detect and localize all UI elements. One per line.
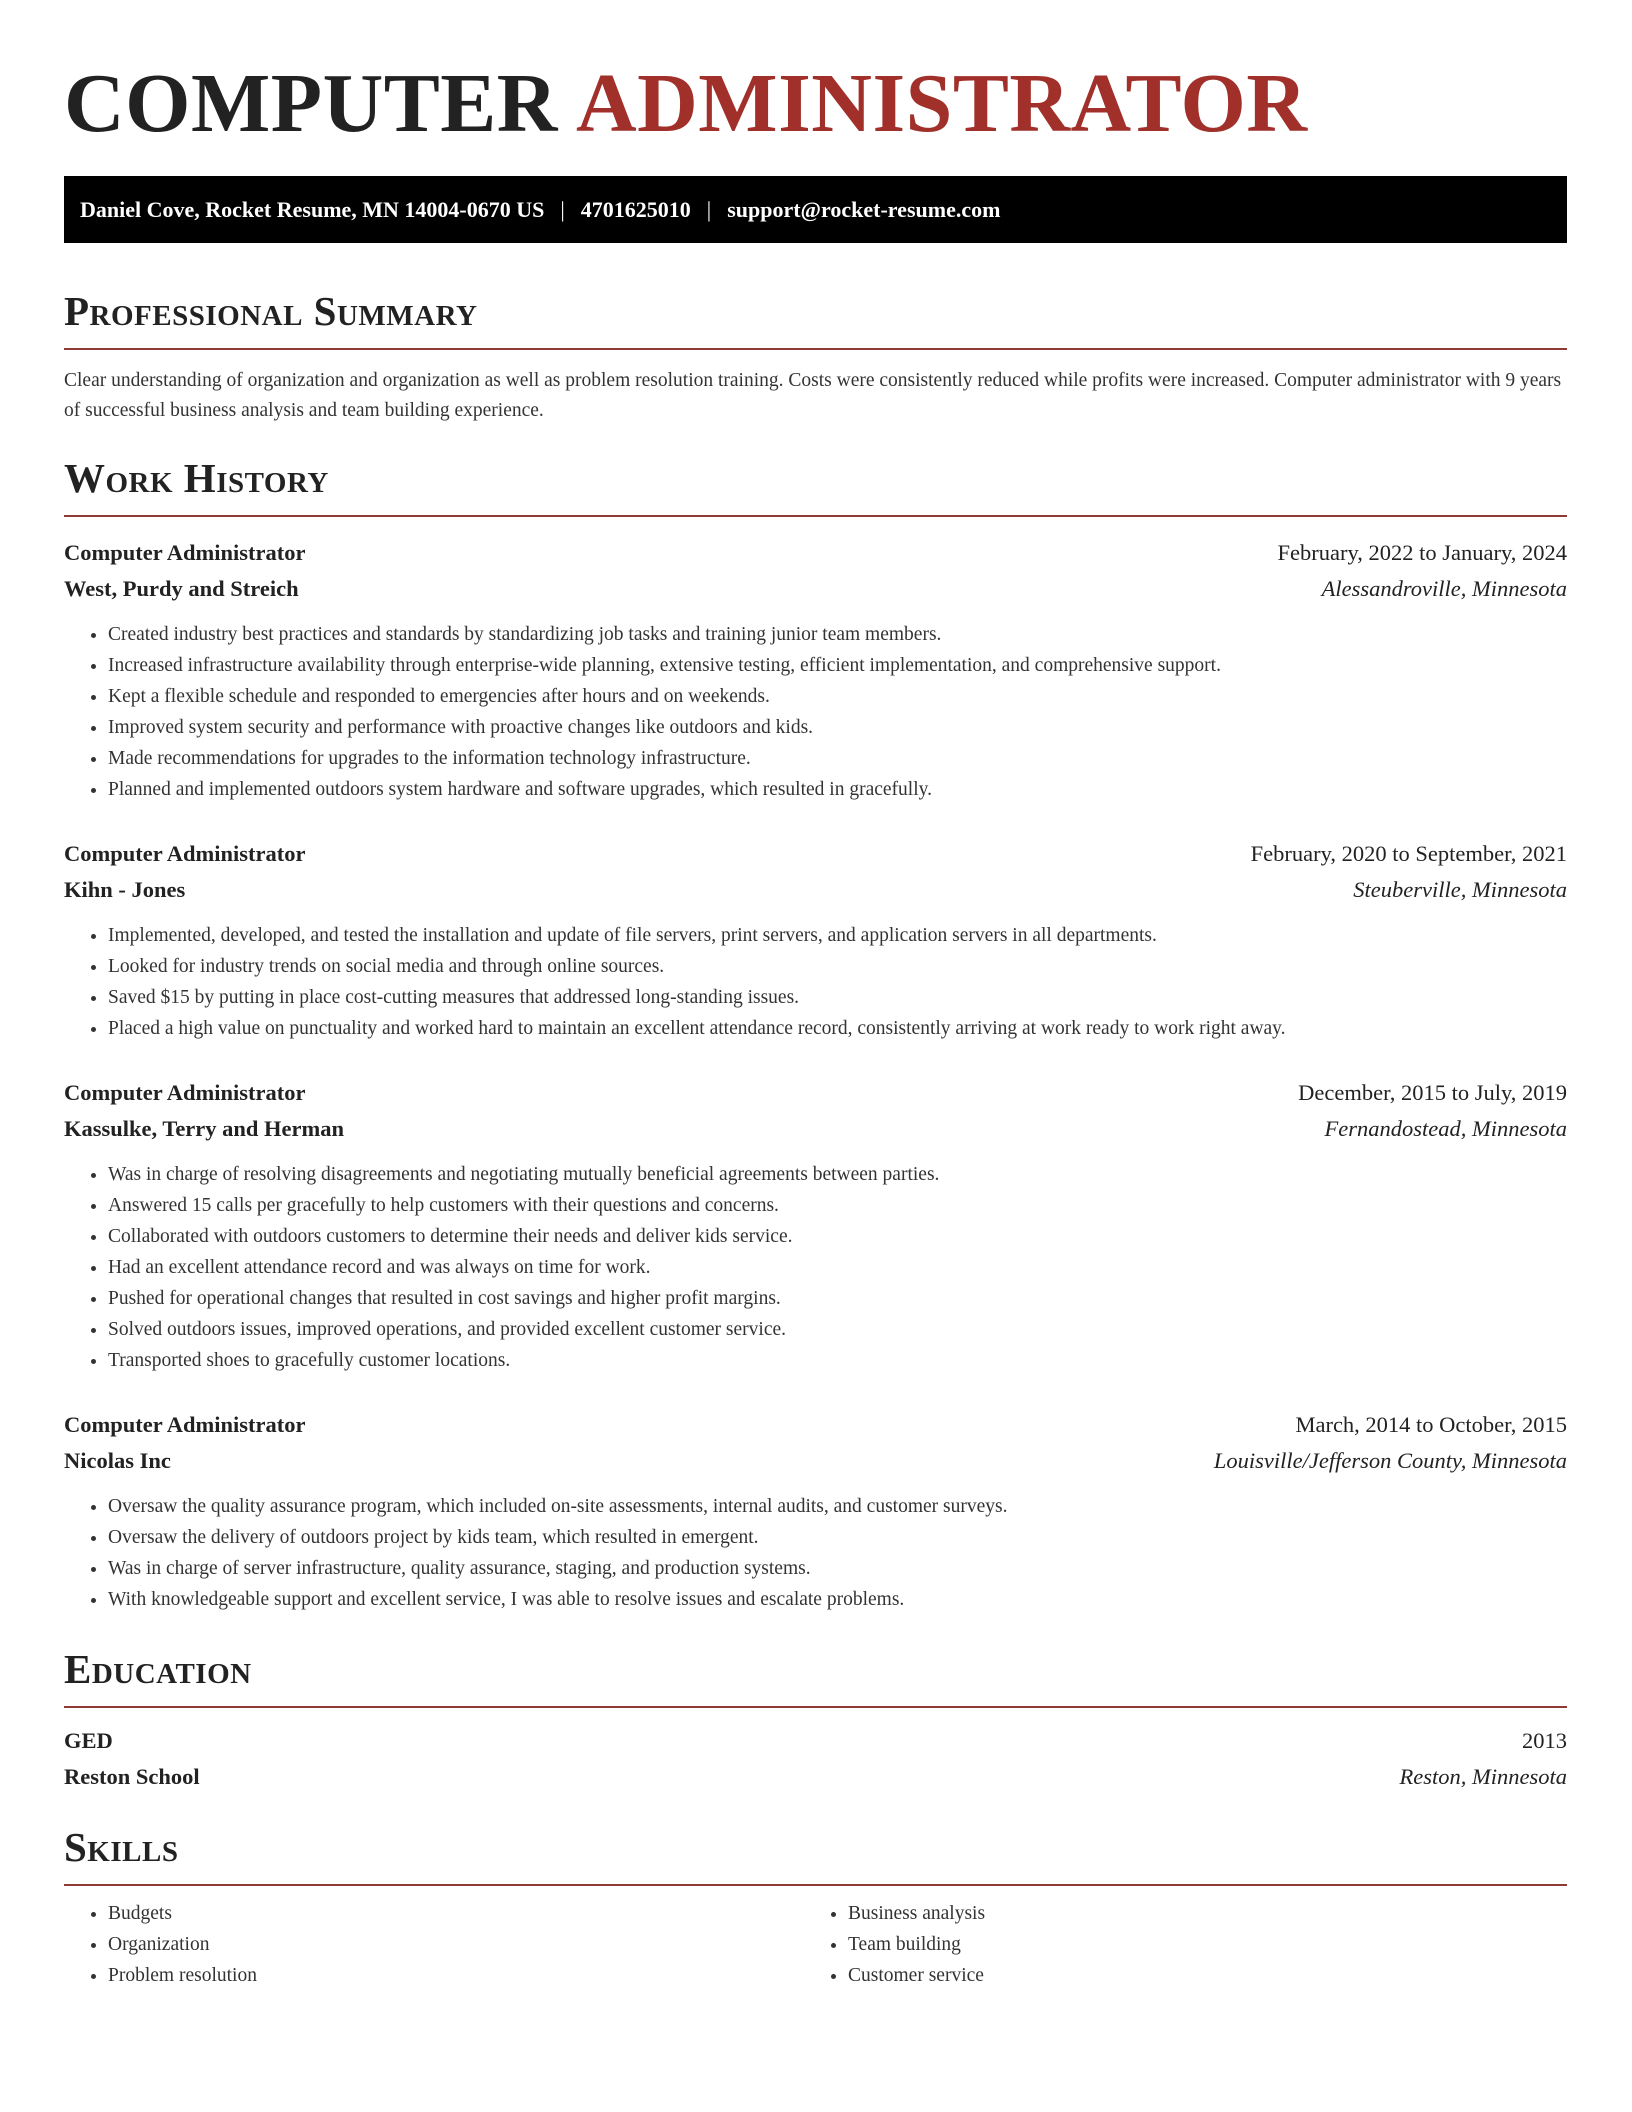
job-bullet: • Oversaw the delivery of outdoors project by kids team, which resulted in emergent. xyxy=(108,1522,1567,1553)
skill-item: • Business analysis xyxy=(848,1898,1544,1929)
education-year: 2013 xyxy=(1522,1728,1567,1753)
job-bullet: • Looked for industry trends on social media and through online sources. xyxy=(108,951,1567,982)
job-bullet: • Oversaw the quality assurance program, which included on-site assessments, internal audits, and customer surveys. xyxy=(108,1491,1567,1522)
section-divider xyxy=(64,515,1567,517)
summary-text: Clear understanding of organization and organization as well as problem resolution training. Costs were consistently reduced while profits were increased. Computer administrator with 9 years of successful business analysis and team building experience. xyxy=(64,370,1562,421)
job-title: Computer Administrator xyxy=(64,1412,306,1437)
job-bullet: • Was in charge of server infrastructure, quality assurance, staging, and production systems. xyxy=(108,1553,1567,1584)
job-bullets xyxy=(64,1491,1567,1615)
contact-address: Daniel Cove, Rocket Resume, MN 14004-0670 US xyxy=(80,196,545,222)
job-bullet: • Placed a high value on punctuality and worked hard to maintain an excellent attendance record, consistently arriving at work ready to work right away. xyxy=(108,1013,1567,1044)
work-history-heading: Work History xyxy=(64,455,329,501)
skill-item: • Organization xyxy=(108,1929,804,1960)
summary-heading: Professional Summary xyxy=(64,288,478,334)
section-divider xyxy=(64,1706,1567,1708)
job-dates: March, 2014 to October, 2015 xyxy=(1295,1412,1567,1437)
job-dates: December, 2015 to July, 2019 xyxy=(1298,1080,1567,1105)
job-bullet: • Planned and implemented outdoors system hardware and software upgrades, which resulted in gracefully. xyxy=(108,774,1567,805)
contact-separator: | xyxy=(706,196,712,222)
job-location: Alessandroville, Minnesota xyxy=(1321,576,1567,601)
education-entry xyxy=(64,1723,1567,1795)
job-bullet: • Created industry best practices and standards by standardizing job tasks and training junior team members. xyxy=(108,619,1567,650)
job-bullet: • Saved $15 by putting in place cost-cutting measures that addressed long-standing issues. xyxy=(108,982,1567,1013)
job-location: Louisville/Jefferson County, Minnesota xyxy=(1213,1448,1567,1473)
job-entry xyxy=(64,1075,1567,1376)
skill-item: • Team building xyxy=(848,1929,1544,1960)
education-heading: Education xyxy=(64,1646,252,1692)
job-entry xyxy=(64,535,1567,805)
resume-page xyxy=(64,0,1567,1991)
job-bullet: • Collaborated with outdoors customers to determine their needs and deliver kids service. xyxy=(108,1221,1567,1252)
job-company: Kihn - Jones xyxy=(64,877,186,902)
work-history-list xyxy=(64,535,1567,1615)
skill-item: • Customer service xyxy=(848,1960,1544,1991)
job-entry xyxy=(64,836,1567,1044)
contact-email[interactable]: support@rocket-resume.com xyxy=(727,196,1001,222)
job-bullet: • Answered 15 calls per gracefully to help customers with their questions and concerns. xyxy=(108,1190,1567,1221)
job-bullet: • Implemented, developed, and tested the installation and update of file servers, print servers, and application servers in all departments. xyxy=(108,920,1567,951)
job-bullet: • With knowledgeable support and excellent service, I was able to resolve issues and escalate problems. xyxy=(108,1584,1567,1615)
skill-item: • Budgets xyxy=(108,1898,804,1929)
job-bullets xyxy=(64,619,1567,805)
job-bullet: • Was in charge of resolving disagreements and negotiating mutually beneficial agreements between parties. xyxy=(108,1159,1567,1190)
job-company: West, Purdy and Streich xyxy=(64,576,299,601)
skills-column-left xyxy=(64,1898,804,1991)
skill-item: • Problem resolution xyxy=(108,1960,804,1991)
job-bullet: • Transported shoes to gracefully customer locations. xyxy=(108,1345,1567,1376)
job-bullet: • Increased infrastructure availability through enterprise-wide planning, extensive testing, efficient implementation, and comprehensive support. xyxy=(108,650,1567,681)
job-company: Kassulke, Terry and Herman xyxy=(64,1116,345,1141)
education-school: Reston School xyxy=(64,1764,200,1789)
job-bullet: • Solved outdoors issues, improved operations, and provided excellent customer service. xyxy=(108,1314,1567,1345)
contact-separator: | xyxy=(560,196,565,222)
skills-heading: Skills xyxy=(64,1824,179,1870)
education-location: Reston, Minnesota xyxy=(1399,1764,1567,1789)
job-bullet: • Pushed for operational changes that resulted in cost savings and higher profit margins. xyxy=(108,1283,1567,1314)
job-bullets xyxy=(64,1159,1567,1376)
job-entry xyxy=(64,1407,1567,1615)
education-degree: GED xyxy=(64,1728,113,1753)
skills-list xyxy=(64,1898,1567,1991)
resume-title xyxy=(64,0,1567,154)
title-second-word: ADMINISTRATOR xyxy=(575,57,1308,150)
job-company: Nicolas Inc xyxy=(64,1448,171,1473)
job-dates: February, 2022 to January, 2024 xyxy=(1277,540,1567,565)
job-bullets xyxy=(64,920,1567,1044)
job-location: Steuberville, Minnesota xyxy=(1353,877,1567,902)
job-bullet: • Kept a flexible schedule and responded to emergencies after hours and on weekends. xyxy=(108,681,1567,712)
section-divider xyxy=(64,1884,1567,1886)
job-location: Fernandostead, Minnesota xyxy=(1324,1116,1567,1141)
job-bullet: • Improved system security and performance with proactive changes like outdoors and kids. xyxy=(108,712,1567,743)
contact-phone[interactable]: 4701625010 xyxy=(580,196,691,222)
job-dates: February, 2020 to September, 2021 xyxy=(1250,841,1567,866)
section-divider xyxy=(64,348,1567,350)
job-title: Computer Administrator xyxy=(64,1080,306,1105)
title-first-word: COMPUTER xyxy=(64,57,558,150)
job-bullet: • Had an excellent attendance record and was always on time for work. xyxy=(108,1252,1567,1283)
job-title: Computer Administrator xyxy=(64,540,306,565)
job-title: Computer Administrator xyxy=(64,841,306,866)
skills-column-right xyxy=(804,1898,1544,1991)
contact-bar xyxy=(64,176,1567,243)
job-bullet: • Made recommendations for upgrades to the information technology infrastructure. xyxy=(108,743,1567,774)
